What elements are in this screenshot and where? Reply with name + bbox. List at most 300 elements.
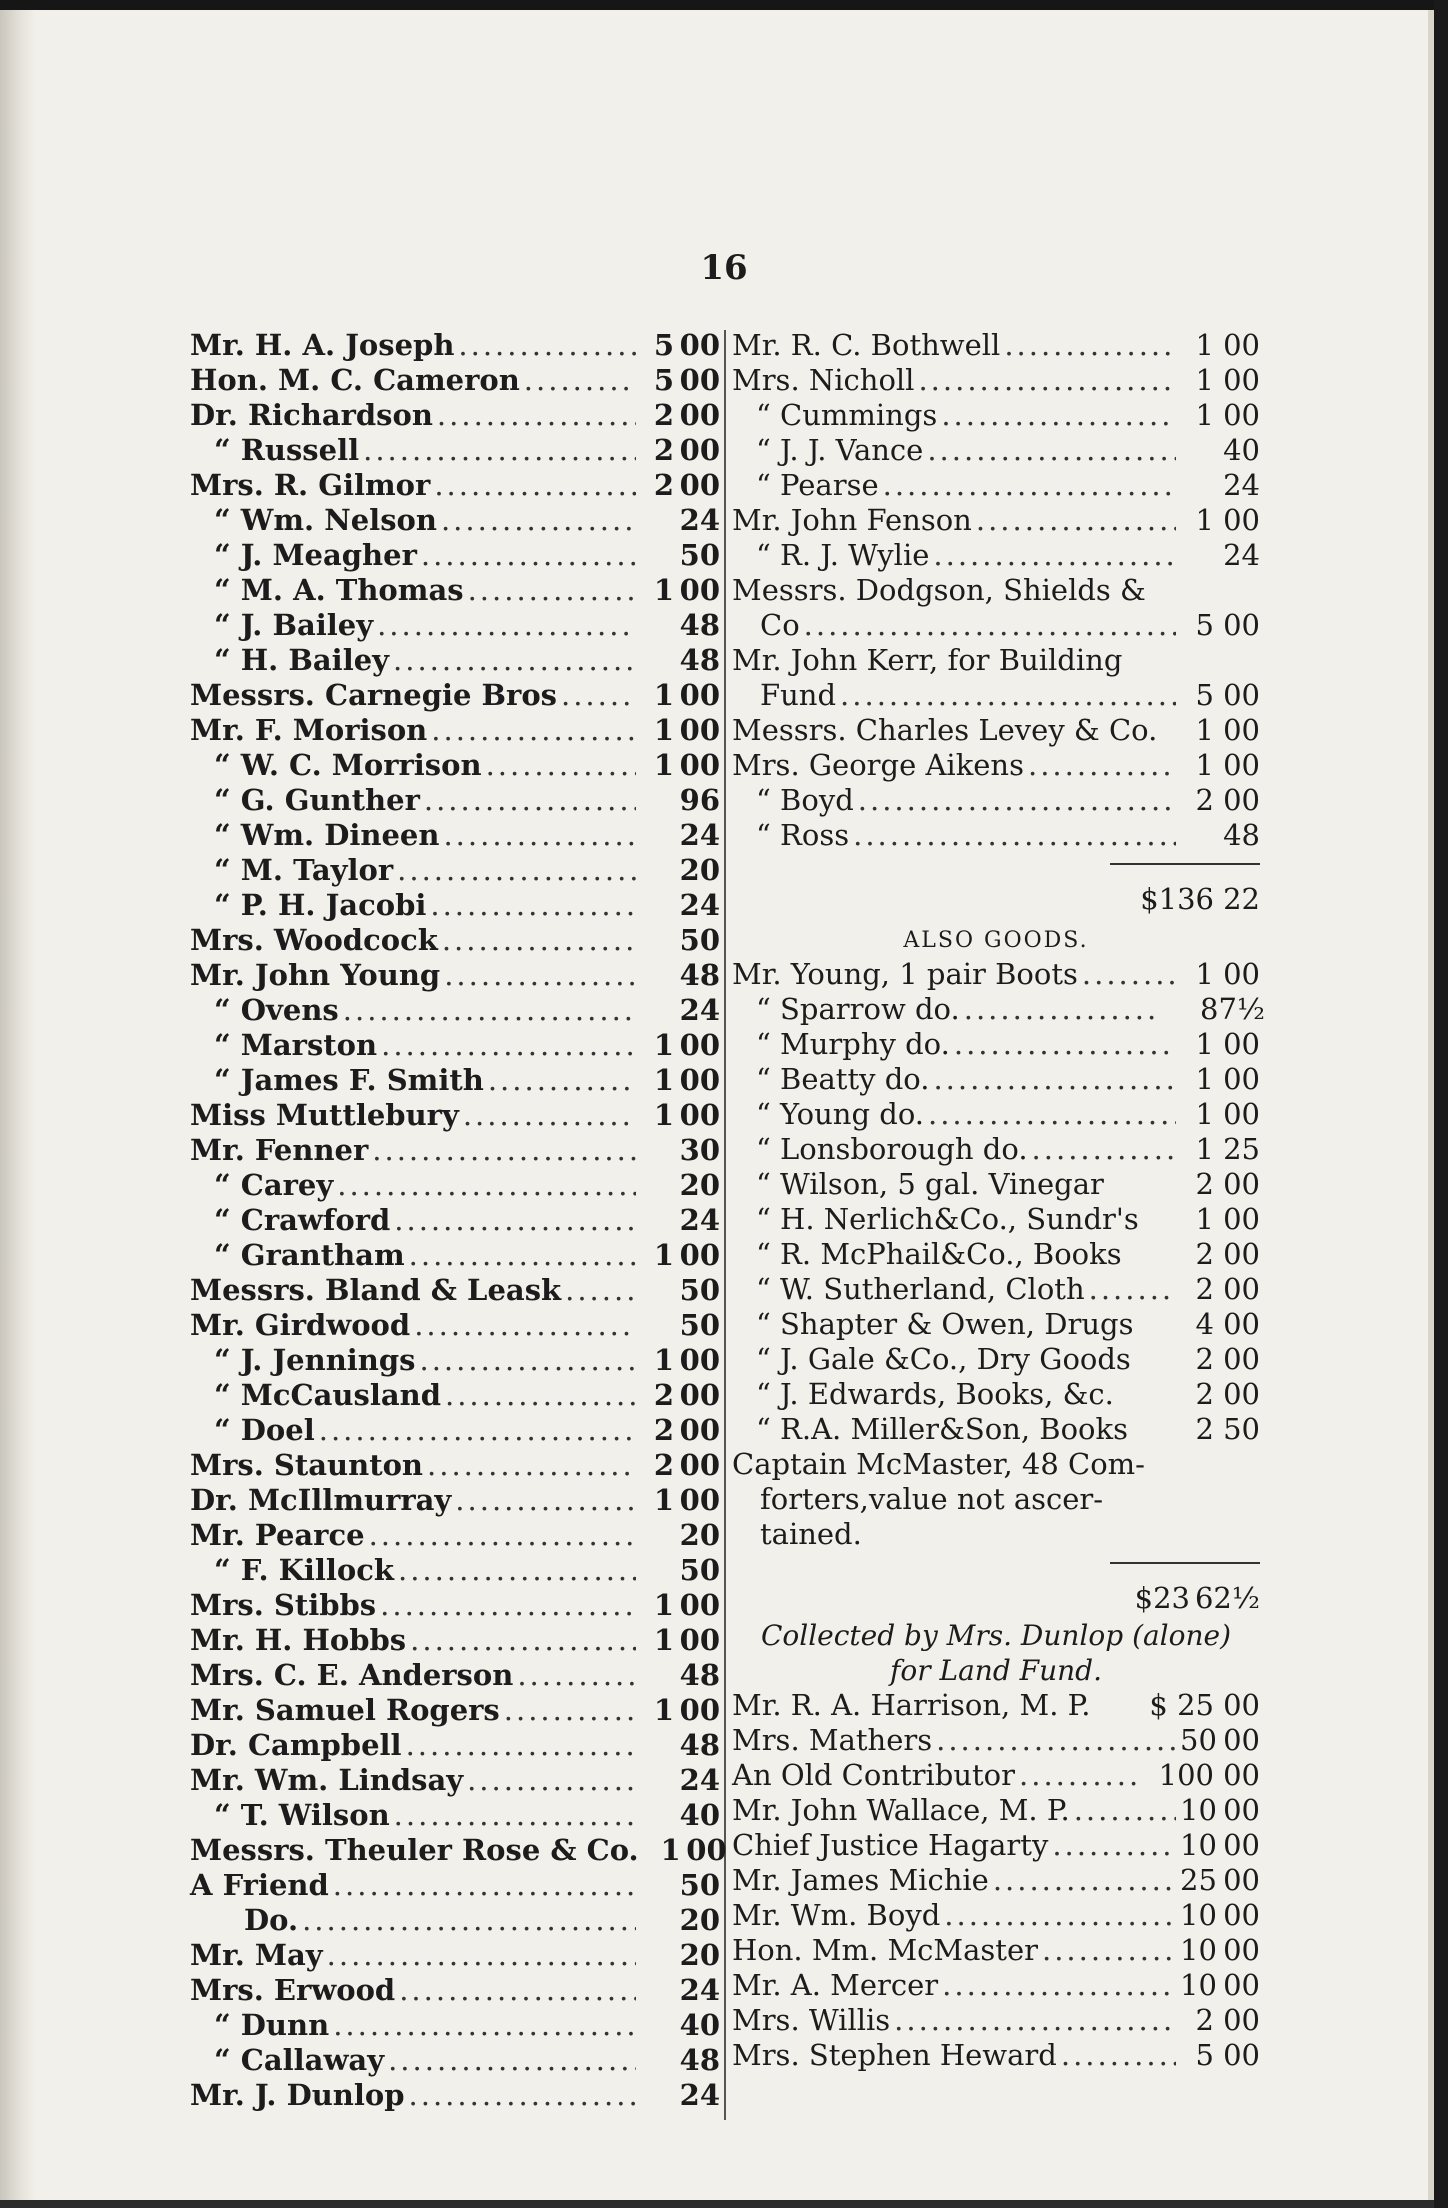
entry-row [190, 1833, 727, 1868]
entry-row [190, 1378, 720, 1413]
leader-dots [394, 1203, 636, 1238]
entry-cents: 00 [1223, 328, 1260, 362]
entry-dollars: 1 [653, 1238, 674, 1272]
left-column [190, 328, 727, 2113]
entry-name: Mr. Young, 1 pair Boots [732, 957, 1078, 991]
leader-dots [319, 1413, 636, 1448]
entry-name: “ Beatty do. [756, 1062, 930, 1096]
entry-row [732, 1167, 1260, 1202]
leader-dots [486, 748, 636, 783]
leader-dots [397, 853, 636, 888]
entry-row [732, 468, 1260, 503]
entry-cents: 50 [679, 1308, 720, 1342]
leader-dots [488, 1063, 636, 1098]
subtotal-rule [1110, 863, 1260, 869]
leader-dots [437, 398, 636, 433]
leader-dots [369, 1518, 636, 1553]
entry-name: Dr. Campbell [190, 1728, 402, 1762]
entry-name: “ P. H. Jacobi [214, 888, 427, 922]
entry-row [732, 1377, 1260, 1412]
entry-cents: 00 [1223, 1863, 1260, 1897]
entry-row [190, 1203, 720, 1238]
entry-dollars: 2 [1195, 1377, 1214, 1411]
entry-row [732, 1307, 1260, 1342]
entry-name: Do. [244, 1903, 299, 1937]
goods-total-rule [1110, 1562, 1260, 1568]
entry-dollars: 1 [653, 1483, 674, 1517]
entry-name: “ J. Edwards, Books, &c. [756, 1377, 1114, 1411]
entry-name: “ R. McPhail&Co., Books [756, 1237, 1122, 1271]
entry-name: “ Sparrow do. [756, 992, 960, 1026]
leader-dots [337, 1168, 636, 1203]
leader-dots [804, 608, 1176, 643]
entry-cents: 00 [1223, 608, 1260, 642]
entry-name: Mr. F. Morison [190, 713, 428, 747]
entry-row [190, 1868, 720, 1903]
entry-dollars: 4 [1195, 1307, 1214, 1341]
entry-dollars: 1 [660, 1833, 681, 1867]
land-fund-entries [732, 1688, 1260, 2073]
entry-dollars: 1 [1195, 1132, 1214, 1166]
entry-dollars: 2 [1195, 783, 1214, 817]
entry-dollars: 50 [1180, 1723, 1217, 1757]
entry-row [190, 958, 720, 993]
entry-name: “ Wm. Dineen [214, 818, 440, 852]
leader-dots [1028, 748, 1176, 783]
entry-cents: 00 [1223, 957, 1260, 991]
entry-cents: 00 [1223, 713, 1260, 747]
leader-dots [883, 468, 1176, 503]
entry-row [190, 538, 720, 573]
entry-dollars: 10 [1180, 1933, 1217, 1967]
leader-dots [394, 1798, 636, 1833]
entry-cents: 20 [679, 1168, 720, 1202]
entry-name: Mr. Pearce [190, 1518, 365, 1552]
entry-cents: 50 [679, 538, 720, 572]
entry-cents: 00 [679, 1623, 720, 1657]
entry-name: “ Crawford [214, 1203, 391, 1237]
leader-dots [333, 1868, 636, 1903]
entry-cents: 24 [679, 1973, 720, 2007]
entry-name: “ G. Gunther [214, 783, 420, 817]
entry-cents: 40 [1223, 433, 1260, 467]
leader-dots [840, 678, 1176, 713]
entry-cents: 00 [679, 1343, 720, 1377]
leader-dots [1032, 1132, 1176, 1167]
entry-cents: 00 [679, 1448, 720, 1482]
entry-name: “ H. Bailey [214, 643, 390, 677]
entry-row [732, 1933, 1260, 1968]
entry-cents: 00 [679, 363, 720, 397]
leader-dots [431, 713, 636, 748]
entry-row [732, 1723, 1260, 1758]
leader-dots [421, 538, 636, 573]
scan-edge-top [0, 0, 1448, 10]
entry-row [732, 1968, 1260, 2003]
entry-name: “ W. Sutherland, Cloth [756, 1272, 1085, 1306]
entry-cents: 00 [679, 468, 720, 502]
goods-entries [732, 957, 1266, 1447]
entry-name: Mr. Wm. Lindsay [190, 1763, 464, 1797]
entry-dollars: 1 [653, 1343, 674, 1377]
entry-name: “ H. Nerlich&Co., Sundr's [756, 1202, 1139, 1236]
entry-name: Mrs. Nicholl [732, 363, 915, 397]
entry-cents: 20 [679, 1518, 720, 1552]
entry-row [732, 1342, 1260, 1377]
entry-cents: 00 [1223, 503, 1260, 537]
entry-dollars: 100 [1158, 1758, 1214, 1792]
page-number: 16 [700, 248, 748, 288]
entry-cents: 48 [679, 608, 720, 642]
entry-cents: 24 [679, 503, 720, 537]
leader-dots [936, 1723, 1176, 1758]
entry-dollars: 2 [653, 433, 674, 467]
entry-row [732, 1758, 1260, 1793]
entry-cents: 50 [679, 1273, 720, 1307]
entry-dollars: 1 [1195, 503, 1214, 537]
leader-dots [443, 818, 636, 853]
entry-cents: 00 [679, 328, 720, 362]
entry-row [732, 1828, 1260, 1863]
entry-cents: 50 [1223, 1412, 1260, 1446]
leader-dots [398, 1553, 636, 1588]
leader-dots [363, 433, 636, 468]
entry-row [190, 1903, 720, 1938]
entry-row [190, 433, 720, 468]
entry-row [190, 1098, 720, 1133]
leader-dots [1061, 2038, 1176, 2073]
entry-cents: 00 [1223, 1933, 1260, 1967]
entry-name: “ Doel [214, 1413, 315, 1447]
entry-row [190, 923, 720, 958]
leader-dots [458, 328, 636, 363]
leader-dots [993, 1863, 1176, 1898]
entry-dollars: 1 [653, 1588, 674, 1622]
entry-name: Mr. J. Dunlop [190, 2078, 405, 2112]
entry-row [190, 1133, 720, 1168]
entry-row [190, 783, 720, 818]
leader-dots [424, 783, 636, 818]
leader-dots [468, 573, 636, 608]
entry-row [190, 2078, 720, 2113]
leader-dots [377, 608, 636, 643]
leader-dots [393, 643, 636, 678]
entry-cents: 48 [679, 643, 720, 677]
entry-row [190, 818, 720, 853]
leader-dots [434, 468, 636, 503]
entry-row [190, 888, 720, 923]
entry-row [732, 328, 1260, 363]
entry-name: “ Boyd [756, 783, 854, 817]
goods-total-dollars: $23 [1134, 1581, 1190, 1615]
entry-row [732, 363, 1260, 398]
entry-name: Mr. Wm. Boyd [732, 1898, 941, 1932]
entry-dollars: 10 [1180, 1793, 1217, 1827]
entry-dollars: 1 [1195, 1062, 1214, 1096]
right-entries [732, 328, 1260, 853]
entry-cents: 00 [1223, 1828, 1260, 1862]
entry-name: Mr. Girdwood [190, 1308, 411, 1342]
leader-dots [894, 2003, 1176, 2038]
entry-row [732, 398, 1260, 433]
leader-dots [954, 1027, 1176, 1062]
entry-dollars: 1 [653, 678, 674, 712]
entry-name: Fund [760, 678, 837, 712]
entry-row [190, 1308, 720, 1343]
entry-name: Mrs. R. Gilmor [190, 468, 431, 502]
entry-row [190, 398, 720, 433]
entry-dollars: 2 [653, 1413, 674, 1447]
entry-name: Mr. James Michie [732, 1863, 989, 1897]
entry-dollars: 5 [1195, 2038, 1214, 2072]
leader-dots [327, 1938, 636, 1973]
entry-name: “ Marston [214, 1028, 378, 1062]
entry-cents: 00 [1223, 1377, 1260, 1411]
entry-cents: 00 [679, 713, 720, 747]
entry-row [190, 1728, 720, 1763]
entry-dollars: 2 [1195, 1167, 1214, 1201]
entry-row [190, 1413, 720, 1448]
entry-cents: 00 [1223, 398, 1260, 432]
entry-name: Mr. R. A. Harrison, M. P. [732, 1688, 1091, 1722]
subtotal-dollars: $136 [1140, 882, 1214, 916]
entry-cents: 00 [679, 433, 720, 467]
entry-row [190, 1798, 720, 1833]
entry-dollars: 2 [1195, 2003, 1214, 2037]
entry-dollars: 5 [653, 363, 674, 397]
entry-dollars: 5 [1195, 678, 1214, 712]
collected-heading-line-1: Collected by Mrs. Dunlop (alone) [760, 1619, 1232, 1652]
leader-dots [1052, 1828, 1176, 1863]
leader-dots [406, 1728, 636, 1763]
entry-row [732, 1688, 1260, 1723]
entry-name: “ J. Meagher [214, 538, 417, 572]
entry-row [732, 1863, 1260, 1898]
leader-dots [927, 433, 1176, 468]
entry-cents: 48 [679, 958, 720, 992]
entry-row [190, 748, 720, 783]
entry-dollars: 2 [1195, 1342, 1214, 1376]
entry-cents: 00 [1223, 1688, 1260, 1722]
entry-name: “ Carey [214, 1168, 334, 1202]
entry-cents: 50 [679, 1553, 720, 1587]
entry-row [190, 503, 720, 538]
leader-dots [918, 363, 1176, 398]
entry-row [732, 748, 1260, 783]
entry-dollars: 1 [653, 1623, 674, 1657]
entry-dollars: 1 [1195, 713, 1214, 747]
entry-row [732, 2038, 1260, 2073]
entry-name: “ J. Gale &Co., Dry Goods [756, 1342, 1131, 1376]
entry-cents: 00 [1223, 1793, 1260, 1827]
entry-name: Mr. John Young [190, 958, 441, 992]
entry-dollars: 1 [653, 1693, 674, 1727]
entry-cents: 00 [1223, 1342, 1260, 1376]
entry-name: “ Russell [214, 433, 360, 467]
leader-dots [427, 1448, 636, 1483]
entry-cents: 25 [1223, 1132, 1260, 1166]
leader-dots [455, 1483, 636, 1518]
entry-row [732, 678, 1260, 713]
entry-dollars: 2 [653, 1378, 674, 1412]
entry-cents: 20 [679, 1938, 720, 1972]
entry-name: Messrs. Charles Levey & Co. [732, 713, 1158, 747]
entry-name: Mr. Fenner [190, 1133, 369, 1167]
entry-dollars: 1 [1195, 363, 1214, 397]
entry-cents: 00 [1223, 1027, 1260, 1061]
entry-row [190, 328, 720, 363]
entry-dollars: 1 [1195, 1202, 1214, 1236]
entry-name: “ McCausland [214, 1378, 441, 1412]
entry-cents: 00 [1223, 1307, 1260, 1341]
entry-row [190, 1658, 720, 1693]
entry-name: “ Dunn [214, 2008, 330, 2042]
entry-row [732, 433, 1260, 468]
entry-dollars: 1 [653, 713, 674, 747]
entry-dollars: 10 [1180, 1828, 1217, 1862]
entry-row [190, 1028, 720, 1063]
goods-total-cents: 62½ [1194, 1581, 1260, 1615]
entry-name: “ Callaway [214, 2043, 385, 2077]
entry-row [732, 1793, 1260, 1828]
entry-row [190, 608, 720, 643]
entry-name: “ Lonsborough do. [756, 1132, 1028, 1166]
entry-cents: 48 [679, 1728, 720, 1762]
entry-name: “ F. Killock [214, 1553, 394, 1587]
entry-row [190, 1973, 720, 2008]
entry-cents: 48 [679, 1658, 720, 1692]
entry-row [732, 1272, 1260, 1307]
entry-name: Mr. R. C. Bothwell [732, 328, 1001, 362]
entry-name: Co [760, 608, 800, 642]
entry-cents: 00 [686, 1833, 727, 1867]
entry-cents: 00 [679, 573, 720, 607]
entry-cents: 00 [1223, 1723, 1260, 1757]
entry-cents: 00 [1223, 2003, 1260, 2037]
entry-row [190, 1518, 720, 1553]
leader-dots [410, 1623, 636, 1658]
entry-name: “ Young do. [756, 1097, 924, 1131]
entry-dollars: 1 [653, 573, 674, 607]
entry-cents: 20 [679, 1903, 720, 1937]
entry-name: Mr. John Kerr, for Building [732, 643, 1123, 677]
entry-row [190, 993, 720, 1028]
entry-name: Messrs. Carnegie Bros [190, 678, 557, 712]
entry-name: “ J. Bailey [214, 608, 374, 642]
entry-row [732, 608, 1260, 643]
leader-dots [964, 992, 1162, 1027]
entry-cents: 00 [679, 1063, 720, 1097]
entry-row [190, 1238, 720, 1273]
leader-dots [409, 1238, 636, 1273]
entry-dollars: 2 [653, 398, 674, 432]
leader-dots [933, 1062, 1176, 1097]
entry-name: Mrs. Stibbs [190, 1588, 377, 1622]
leader-dots [409, 2078, 636, 2113]
entry-cents: 00 [1223, 2038, 1260, 2072]
entry-name: Mr. Samuel Rogers [190, 1693, 500, 1727]
entry-name: Mrs. Erwood [190, 1973, 396, 2007]
mcmaster-line-3: tained. [760, 1517, 862, 1551]
leader-dots [1082, 957, 1176, 992]
entry-name: Dr. McIllmurray [190, 1483, 452, 1517]
entry-cents: 96 [679, 783, 720, 817]
entry-name: “ Ovens [214, 993, 339, 1027]
entry-cents: 87½ [1200, 992, 1266, 1026]
entry-dollars: 1 [653, 1063, 674, 1097]
entry-row [732, 1202, 1260, 1237]
entry-dollars: 1 [1195, 957, 1214, 991]
entry-row [190, 643, 720, 678]
entry-dollars: 25 [1180, 1863, 1217, 1897]
entry-row [190, 2008, 720, 2043]
entry-cents: 00 [1223, 783, 1260, 817]
entry-dollars: 2 [653, 468, 674, 502]
entry-cents: 00 [679, 398, 720, 432]
leader-dots [858, 783, 1176, 818]
entry-row [732, 1237, 1260, 1272]
entry-row [732, 1027, 1260, 1062]
entry-dollars: 10 [1180, 1968, 1217, 2002]
entry-cents: 00 [679, 1693, 720, 1727]
entry-name: Chief Justice Hagarty [732, 1828, 1049, 1862]
entry-cents: 00 [1223, 1898, 1260, 1932]
goods-heading: ALSO GOODS. [903, 928, 1089, 953]
entry-dollars: 5 [1195, 608, 1214, 642]
entry-dollars: 1 [1195, 1027, 1214, 1061]
entry-name: Mr. John Wallace, M. P. [732, 1793, 1070, 1827]
entry-dollars: 1 [653, 1028, 674, 1062]
leader-dots [565, 1273, 636, 1308]
entry-row [732, 1097, 1260, 1132]
entry-cents: 00 [1223, 1202, 1260, 1236]
leader-dots [1042, 1933, 1176, 1968]
entry-dollars: 2 [1195, 1412, 1214, 1446]
leader-dots [380, 1588, 636, 1623]
entry-name: Mrs. Willis [732, 2003, 891, 2037]
entry-cents: 40 [679, 2008, 720, 2042]
entry-cents: 24 [679, 1203, 720, 1237]
entry-name: Dr. Richardson [190, 398, 433, 432]
entry-name: Mrs. C. E. Anderson [190, 1658, 514, 1692]
entry-name: Mrs. Woodcock [190, 923, 438, 957]
leader-dots [302, 1903, 636, 1938]
entry-dollars: 10 [1180, 1898, 1217, 1932]
leader-dots [1019, 1758, 1140, 1793]
entry-row [190, 1483, 720, 1518]
leader-dots [442, 923, 636, 958]
entry-row [190, 678, 720, 713]
entry-row [190, 853, 720, 888]
entry-row [190, 1588, 720, 1623]
subtotal-row [732, 879, 1260, 919]
leader-dots [444, 958, 636, 993]
scan-edge-right [1434, 0, 1448, 2208]
entry-row [190, 1168, 720, 1203]
entry-row [732, 992, 1266, 1027]
leader-dots [445, 1378, 636, 1413]
entry-cents: 00 [1223, 678, 1260, 712]
entry-row [190, 1693, 720, 1728]
entry-cents: 24 [679, 2078, 720, 2112]
entry-cents: 24 [679, 818, 720, 852]
entry-cents: 00 [1223, 1167, 1260, 1201]
entry-row [732, 538, 1260, 573]
entry-dollars: 1 [1195, 398, 1214, 432]
entry-name: Mr. H. Hobbs [190, 1623, 407, 1657]
leader-dots [928, 1097, 1176, 1132]
entry-row [190, 1343, 720, 1378]
